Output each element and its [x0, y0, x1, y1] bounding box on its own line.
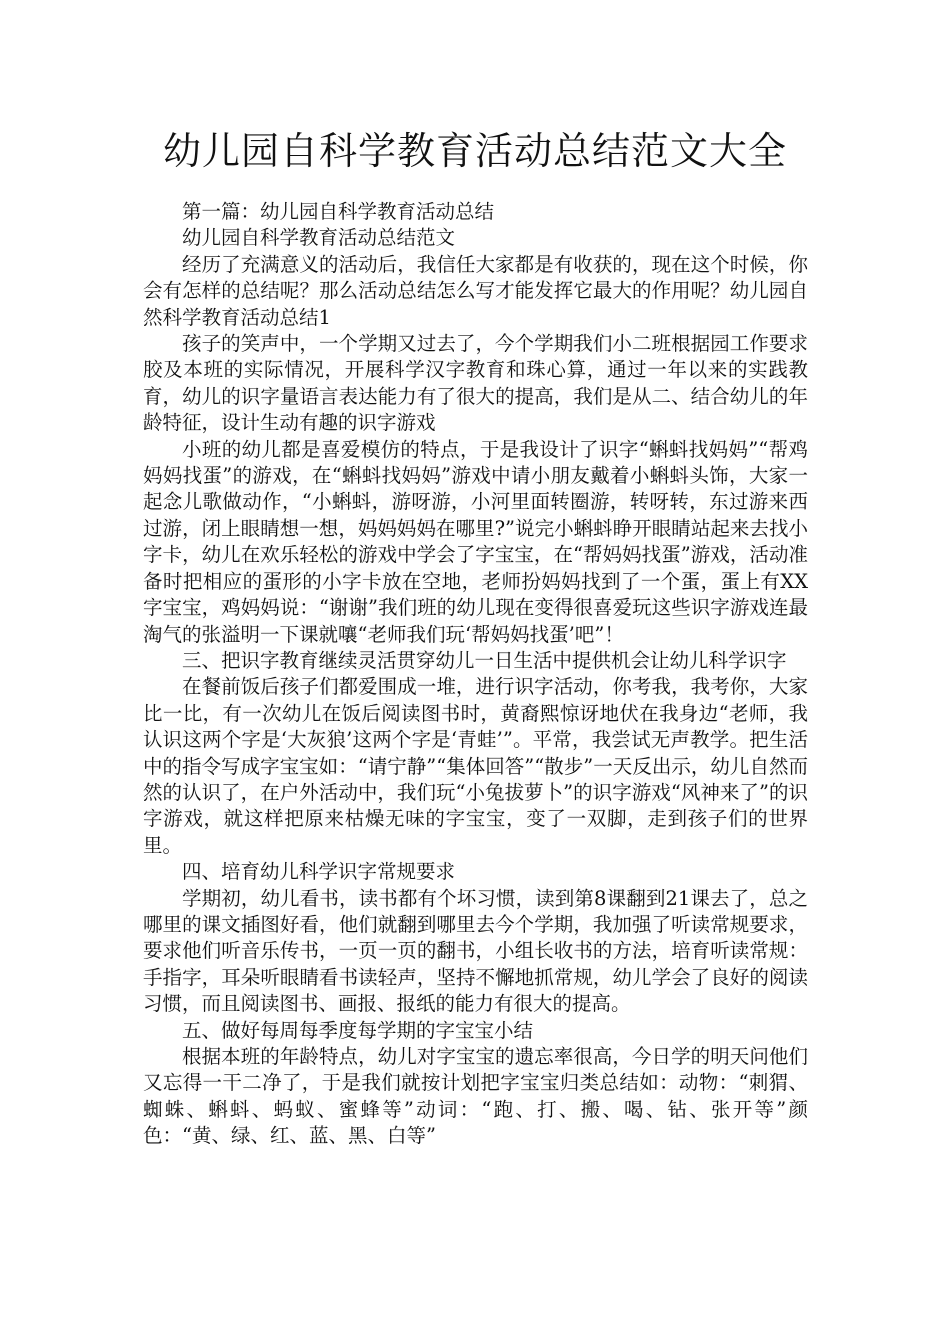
paragraph: 根据本班的年龄特点，幼儿对字宝宝的遗忘率很高，今日学的明天问他们又忘得一干二净了，于是我们就按计划把字宝宝归类总结如：动物：“刺猬、蜘蛛、蝌蚪、蚂蚁、蜜蜂等”动词：“跑、打、搬、喝、钻、张开等”颜色：“黄、绿、红、蓝、黑、白等” — [143, 1045, 808, 1148]
subheading: 幼儿园自科学教育活动总结范文 — [182, 226, 456, 250]
paragraph: 在餐前饭后孩子们都爱围成一堆，进行识字活动，你考我，我考你，大家比一比，有一次幼儿在饭后阅读图书时，黄裔熙惊讶地伏在我身边“老师，我认识这两个字是‘大灰狼’这两个字是‘青蛙’”。平常，我尝试无声教学。把生活中的指令写成字宝宝如：“请宁静”“集体回答”“散步”一天反出示，幼儿自然而然的认识了，在户外活动中，我们玩“小兔拔萝卜”的识字游戏“风神来了”的识字游戏，就这样把原来枯燥无味的字宝宝，变了一双脚，走到孩子们的世界里。 — [143, 675, 808, 857]
document-title: 幼儿园自科学教育活动总结范文大全 — [162, 129, 787, 173]
section-heading: 五、做好每周每季度每学期的字宝宝小结 — [182, 1018, 534, 1042]
section-heading: 四、培育幼儿科学识字常规要求 — [182, 860, 456, 884]
paragraph: 学期初，幼儿看书，读书都有个坏习惯，读到第8课翻到21课去了，总之哪里的课文插图好看，他们就翻到哪里去今个学期，我加强了听读常规要求，要求他们听音乐传书，一页一页的翻书，小组长收书的方法，培育听读常规：手指字，耳朵听眼睛看书读轻声，坚持不懈地抓常规，幼儿学会了良好的阅读习惯，而且阅读图书、画报、报纸的能力有很大的提高。 — [143, 886, 808, 1016]
paragraph: 经历了充满意义的活动后，我信任大家都是有收获的，现在这个时候，你会有怎样的总结呢？那么活动总结怎么写才能发挥它最大的作用呢？幼儿园自然科学教育活动总结1 — [143, 252, 808, 329]
document-body — [143, 199, 808, 1150]
paragraph: 小班的幼儿都是喜爱模仿的特点，于是我设计了识字“蝌蚪找妈妈”“帮鸡妈妈找蛋”的游戏，在“蝌蚪找妈妈”游戏中请小朋友戴着小蝌蚪头饰，大家一起念儿歌做动作，“小蝌蚪，游呀游，小河里面转圈游，转呀转，东过游来西过游，闭上眼睛想一想，妈妈妈妈在哪里?”说完小蝌蚪睁开眼睛站起来去找小字卡，幼儿在欢乐轻松的游戏中学会了字宝宝，在“帮妈妈找蛋”游戏，活动准备时把相应的蛋形的小字卡放在空地，老师扮妈妈找到了一个蛋，蛋上有XX字宝宝，鸡妈妈说：“谢谢”我们班的幼儿现在变得很喜爱玩这些识字游戏连最淘气的张溢明一下课就嚷“老师我们玩‘帮妈妈找蛋’吧”！ — [143, 437, 808, 646]
section-heading: 第一篇：幼儿园自科学教育活动总结 — [182, 200, 495, 223]
paragraph: 孩子的笑声中，一个学期又过去了，今个学期我们小二班根据园工作要求胶及本班的实际情况，开展科学汉字教育和珠心算，通过一年以来的实践教育，幼儿的识字量语言表达能力有了很大的提高，我们是从二、结合幼儿的年龄特征，设计生动有趣的识字游戏 — [143, 332, 808, 435]
section-heading: 三、把识字教育继续灵活贯穿幼儿一日生活中提供机会让幼儿科学识字 — [182, 648, 787, 672]
